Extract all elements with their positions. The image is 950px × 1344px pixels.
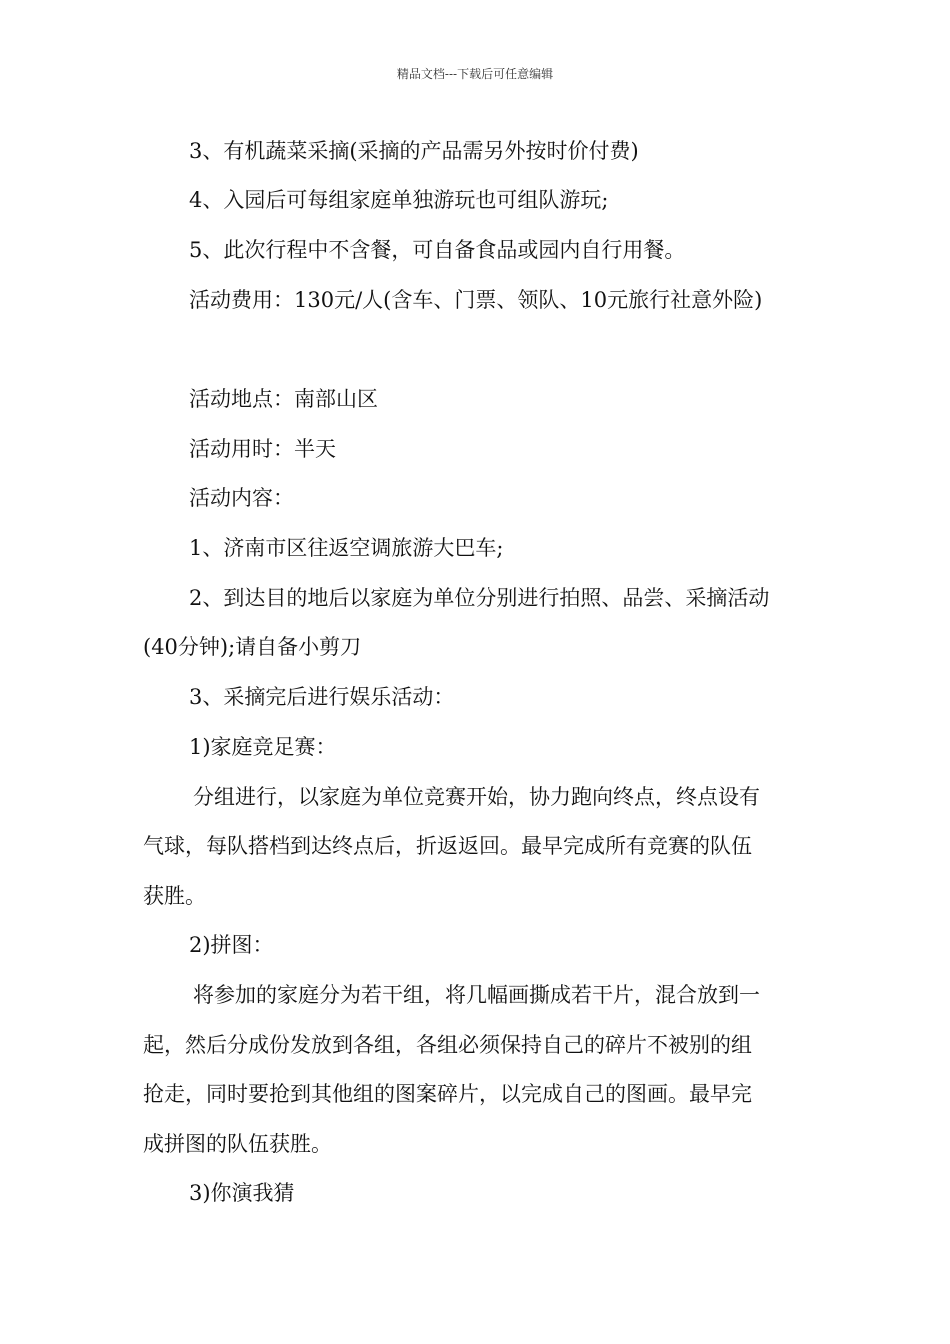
text-line: 气球，每队搭档到达终点后，折返返回。最早完成所有竞赛的队伍 (143, 834, 752, 858)
text-line: 成拼图的队伍获胜。 (143, 1132, 332, 1156)
text-line: 分组进行，以家庭为单位竞赛开始，协力跑向终点，终点设有 (193, 785, 760, 809)
text-line: 活动内容： (189, 486, 294, 510)
text-line: (40分钟);请自备小剪刀 (143, 635, 362, 659)
text-line: 2、到达目的地后以家庭为单位分别进行拍照、品尝、采摘活动 (189, 586, 770, 610)
text-line: 将参加的家庭分为若干组，将几幅画撕成若干片，混合放到一 (193, 983, 760, 1007)
text-line: 活动费用：130元/人(含车、门票、领队、10元旅行社意外险) (189, 288, 763, 312)
text-line: 5、此次行程中不含餐，可自备食品或园内自行用餐。 (189, 238, 686, 262)
text-line: 3)你演我猜 (189, 1181, 295, 1205)
text-line: 活动用时：半天 (189, 437, 336, 461)
text-line: 1)家庭竞足赛： (189, 735, 337, 759)
text-line: 3、有机蔬菜采摘(采摘的产品需另外按时价付费) (189, 139, 639, 163)
text-line: 获胜。 (143, 884, 206, 908)
text-line: 3、采摘完后进行娱乐活动： (189, 685, 455, 709)
text-line: 抢走，同时要抢到其他组的图案碎片，以完成自己的图画。最早完 (143, 1082, 752, 1106)
text-line: 活动地点：南部山区 (189, 387, 378, 411)
page-header: 精品文档---下载后可任意编辑 (396, 67, 554, 81)
text-line: 4、入园后可每组家庭单独游玩也可组队游玩; (189, 188, 609, 212)
text-line: 1、济南市区往返空调旅游大巴车; (189, 536, 504, 560)
text-line: 2)拼图： (189, 933, 274, 957)
text-line: 起，然后分成份发放到各组，各组必须保持自己的碎片不被别的组 (143, 1033, 752, 1057)
